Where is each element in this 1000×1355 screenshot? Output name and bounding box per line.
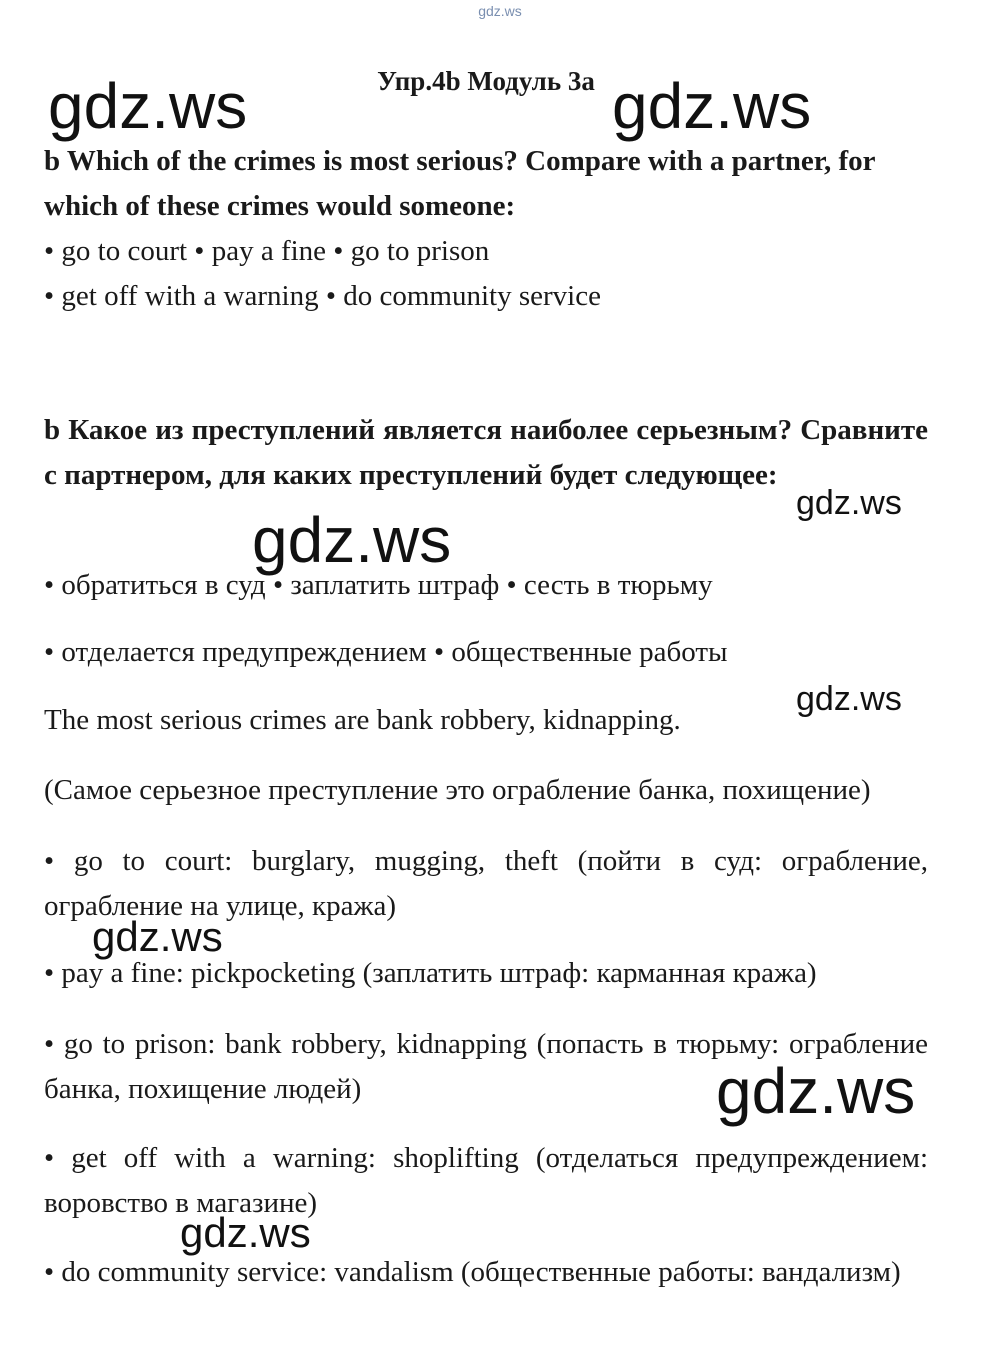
watermark-1: gdz.ws	[48, 70, 248, 142]
option-line-ru-1: • обратиться в суд • заплатить штраф • сесть в тюрьму	[44, 569, 713, 601]
answer-item-prison: • go to prison: bank robbery, kidnapping (попасть в тюрьму: ограбление банка, похищение людей)	[44, 1028, 928, 1105]
answer-item-fine: • pay a fine: pickpocketing (заплатить штраф: карманная кража)	[44, 957, 817, 989]
watermark-7: gdz.ws	[716, 1055, 916, 1127]
watermark-6: gdz.ws	[92, 913, 223, 960]
watermark-8: gdz.ws	[180, 1209, 311, 1256]
watermark-5: gdz.ws	[796, 680, 902, 718]
exercise-title: Упр.4b Модуль 3a	[377, 66, 595, 96]
option-line-ru-2: • отделается предупреждением • общественные работы	[44, 636, 728, 668]
watermark-2: gdz.ws	[612, 70, 812, 142]
watermark-top: gdz.ws	[478, 3, 522, 19]
answer-item-warning: • get off with a warning: shoplifting (отделаться предупреждением: воровство в магазине)	[44, 1142, 928, 1219]
answer-russian: (Самое серьезное преступление это ограбление банка, похищение)	[44, 774, 871, 806]
option-line-en-1: • go to court • pay a fine • go to prison	[44, 235, 490, 267]
task-russian: b Какое из преступлений является наиболее серьезным? Сравните с партнером, для каких преступлений будет следующее:	[44, 414, 928, 491]
option-line-en-2: • get off with a warning • do community service	[44, 280, 601, 312]
task-english: b Which of the crimes is most serious? Compare with a partner, for which of these crimes would someone:	[44, 145, 876, 222]
watermark-4: gdz.ws	[252, 504, 452, 576]
watermark-3: gdz.ws	[796, 484, 902, 522]
answer-item-court: • go to court: burglary, mugging, theft (пойти в суд: ограбление, ограбление на улице, кража)	[44, 845, 928, 922]
answer-english: The most serious crimes are bank robbery, kidnapping.	[44, 704, 681, 736]
answer-item-community: • do community service: vandalism (общественные работы: вандализм)	[44, 1256, 901, 1288]
